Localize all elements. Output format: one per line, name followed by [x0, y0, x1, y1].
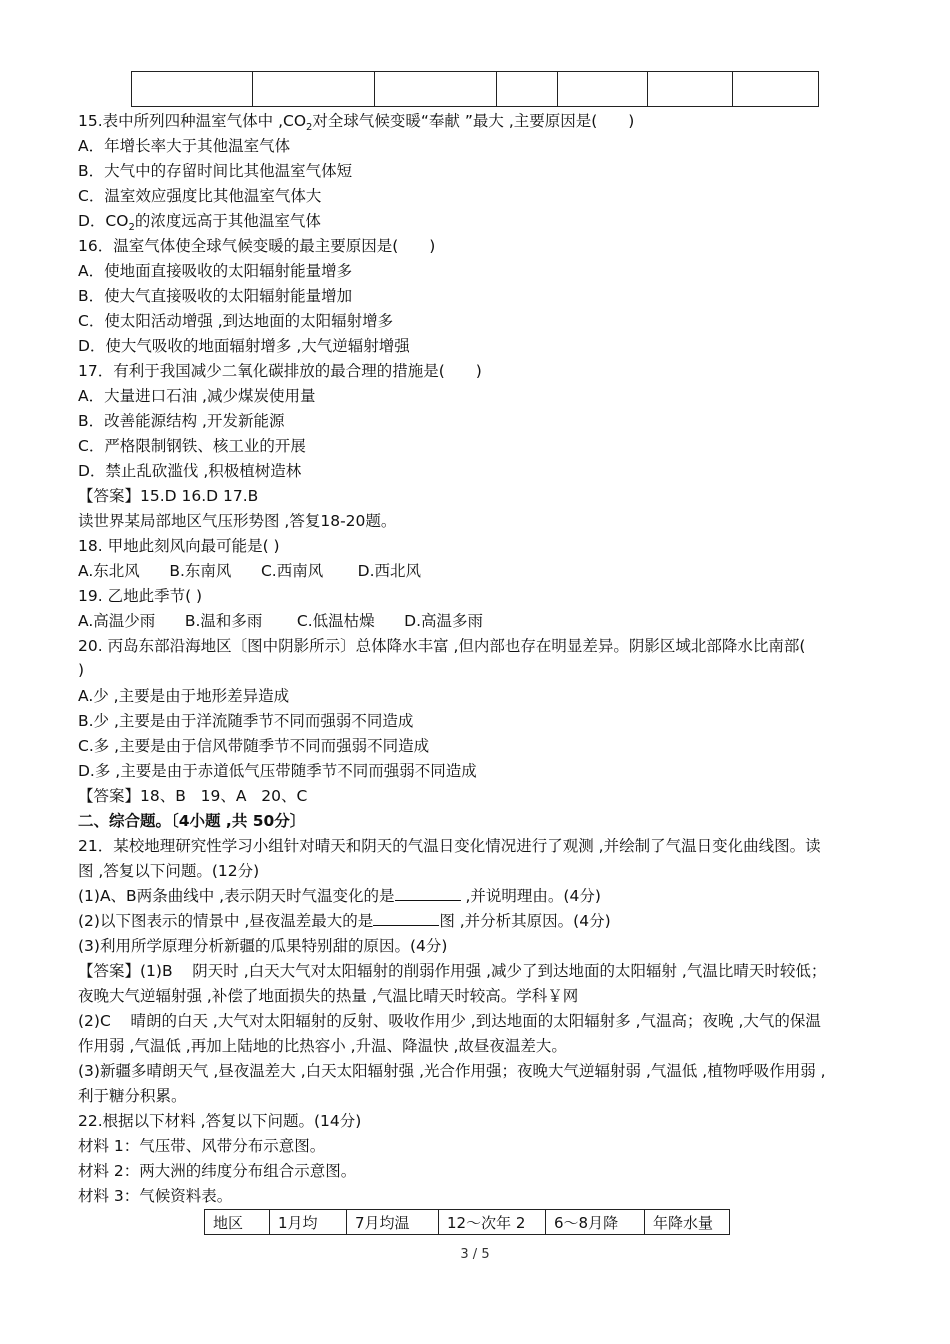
table-cell — [732, 72, 818, 107]
q21-stem-line2: 图 ,答复以下问题。(12分) — [78, 862, 260, 880]
q15-stem: 15.表中所列四种温室气体中 $,CO_2$对全球气候变暖“奉献 ”最大 ,主要原因是( ) — [78, 112, 635, 134]
q15-option-d: D．$CO_2$的浓度远高于其他温室气体 — [78, 212, 321, 234]
answer-15-17: 【答案】15.D 16.D 17.B — [78, 487, 259, 505]
table-header-cell: 12～次年 2 — [439, 1210, 546, 1235]
table-cell — [648, 72, 732, 107]
q22-stem: 22.根据以下材料 ,答复以下问题。(14分) — [78, 1112, 362, 1130]
q17-option-a: A．大量进口石油 ,减少煤炭使用量 — [78, 387, 316, 405]
q21-answer3-line1: (3)新疆多晴朗天气 ,昼夜温差大 ,白天太阳辐射强 ,光合作用强；夜晚大气逆辐射弱 ,气温低 ,植物呼吸作用弱 , — [78, 1062, 826, 1080]
q19-options: A.高温少雨 B.温和多雨 C.低温枯燥 D.高温多雨 — [78, 612, 484, 630]
table-header-cell: 地区 — [205, 1210, 270, 1235]
q17-stem: 17．有利于我国减少二氧化碳排放的最合理的措施是( ) — [78, 362, 482, 380]
q20-option-b: B.少 ,主要是由于洋流随季节不同而强弱不同造成 — [78, 712, 414, 730]
q18-stem: 18. 甲地此刻风向最可能是( ) — [78, 537, 280, 555]
table-header-cell: 1月均 — [270, 1210, 347, 1235]
q16-stem: 16．温室气体使全球气候变暖的最主要原因是( ) — [78, 237, 436, 255]
page-number: 3 / 5 — [460, 1247, 490, 1262]
answer-18-20: 【答案】18、B 19、A 20、C — [78, 787, 308, 805]
q19-stem: 19. 乙地此季节( ) — [78, 587, 203, 605]
table-cell — [497, 72, 558, 107]
q21-answer2-line2: 作用弱 ,气温低 ,再加上陆地的比热容小 ,升温、降温快 ,故昼夜温差大。 — [78, 1037, 567, 1055]
table-header-cell: 年降水量 — [645, 1210, 730, 1235]
q21-part3: (3)利用所学原理分析新疆的瓜果特别甜的原因。(4分) — [78, 937, 448, 955]
q15-option-c: C．温室效应强度比其他温室气体大 — [78, 187, 322, 205]
top-table-fragment — [131, 71, 819, 107]
q15-option-a: A．年增长率大于其他温室气体 — [78, 137, 291, 155]
table-header-row — [205, 1210, 730, 1235]
answer-blank — [373, 911, 439, 926]
intro-18-20: 读世界某局部地区气压形势图 ,答复18-20题。 — [78, 512, 397, 530]
q21-part2: (2)以下图表示的情景中 ,昼夜温差最大的是 图 ,并分析其原因。(4分) — [78, 912, 611, 930]
q17-option-c: C．严格限制钢铁、核工业的开展 — [78, 437, 306, 455]
q15-option-b: B．大气中的存留时间比其他温室气体短 — [78, 162, 353, 180]
q18-options: A.东北风 B.东南风 C.西南风 D.西北风 — [78, 562, 422, 580]
section-2-heading: 二、综合题。〔4小题 ,共 50分〕 — [78, 812, 306, 830]
q22-material-3: 材料 3：气候资料表。 — [78, 1187, 233, 1205]
q21-answer3-line2: 利于糖分积累。 — [78, 1087, 187, 1105]
q16-option-b: B．使大气直接吸收的太阳辐射能量增加 — [78, 287, 353, 305]
q20-option-a: A.少 ,主要是由于地形差异造成 — [78, 687, 290, 705]
climate-data-table — [204, 1209, 730, 1235]
q20-option-d: D.多 ,主要是由于赤道低气压带随季节不同而强弱不同造成 — [78, 762, 477, 780]
table-cell — [132, 72, 253, 107]
q20-option-c: C.多 ,主要是由于信风带随季节不同而强弱不同造成 — [78, 737, 430, 755]
q16-option-d: D．使大气吸收的地面辐射增多 ,大气逆辐射增强 — [78, 337, 410, 355]
q21-answer1-line1: 【答案】(1)B 阴天时 ,白天大气对太阳辐射的削弱作用强 ,减少了到达地面的太阳辐射 ,气温比晴天时较低； — [78, 962, 827, 980]
q20-stem: 20. 丙岛东部沿海地区〔图中阴影所示〕总体降水丰富 ,但内部也存在明显差异。阴影区域北部降水比南部( — [78, 637, 806, 655]
q22-material-1: 材料 1：气压带、风带分布示意图。 — [78, 1137, 326, 1155]
table-cell — [557, 72, 647, 107]
q16-option-a: A．使地面直接吸收的太阳辐射能量增多 — [78, 262, 353, 280]
q17-option-b: B．改善能源结构 ,开发新能源 — [78, 412, 285, 430]
q22-material-2: 材料 2：两大洲的纬度分布组合示意图。 — [78, 1162, 357, 1180]
q16-option-c: C．使太阳活动增强 ,到达地面的太阳辐射增多 — [78, 312, 394, 330]
q21-answer1-line2: 夜晚大气逆辐射强 ,补偿了地面损失的热量 ,气温比晴天时较高。学科￥网 — [78, 987, 579, 1005]
q21-answer2-line1: (2)C 晴朗的白天 ,大气对太阳辐射的反射、吸收作用少 ,到达地面的太阳辐射多 ,气温高；夜晚 ,大气的保温 — [78, 1012, 821, 1030]
table-cell — [375, 72, 497, 107]
q21-stem-line1: 21．某校地理研究性学习小组针对晴天和阴天的气温日变化情况进行了观测 ,并绘制了气温日变化曲线图。读 — [78, 837, 821, 855]
answer-blank — [395, 886, 461, 901]
table-cell — [253, 72, 375, 107]
q21-part1: (1)A、B两条曲线中 ,表示阴天时气温变化的是 ,并说明理由。(4分) — [78, 887, 601, 905]
table-header-cell: 7月均温 — [347, 1210, 439, 1235]
table-header-cell: 6～8月降 — [546, 1210, 645, 1235]
q17-option-d: D．禁止乱砍滥伐 ,积极植树造林 — [78, 462, 302, 480]
q20-stem-cont: ) — [78, 661, 85, 679]
